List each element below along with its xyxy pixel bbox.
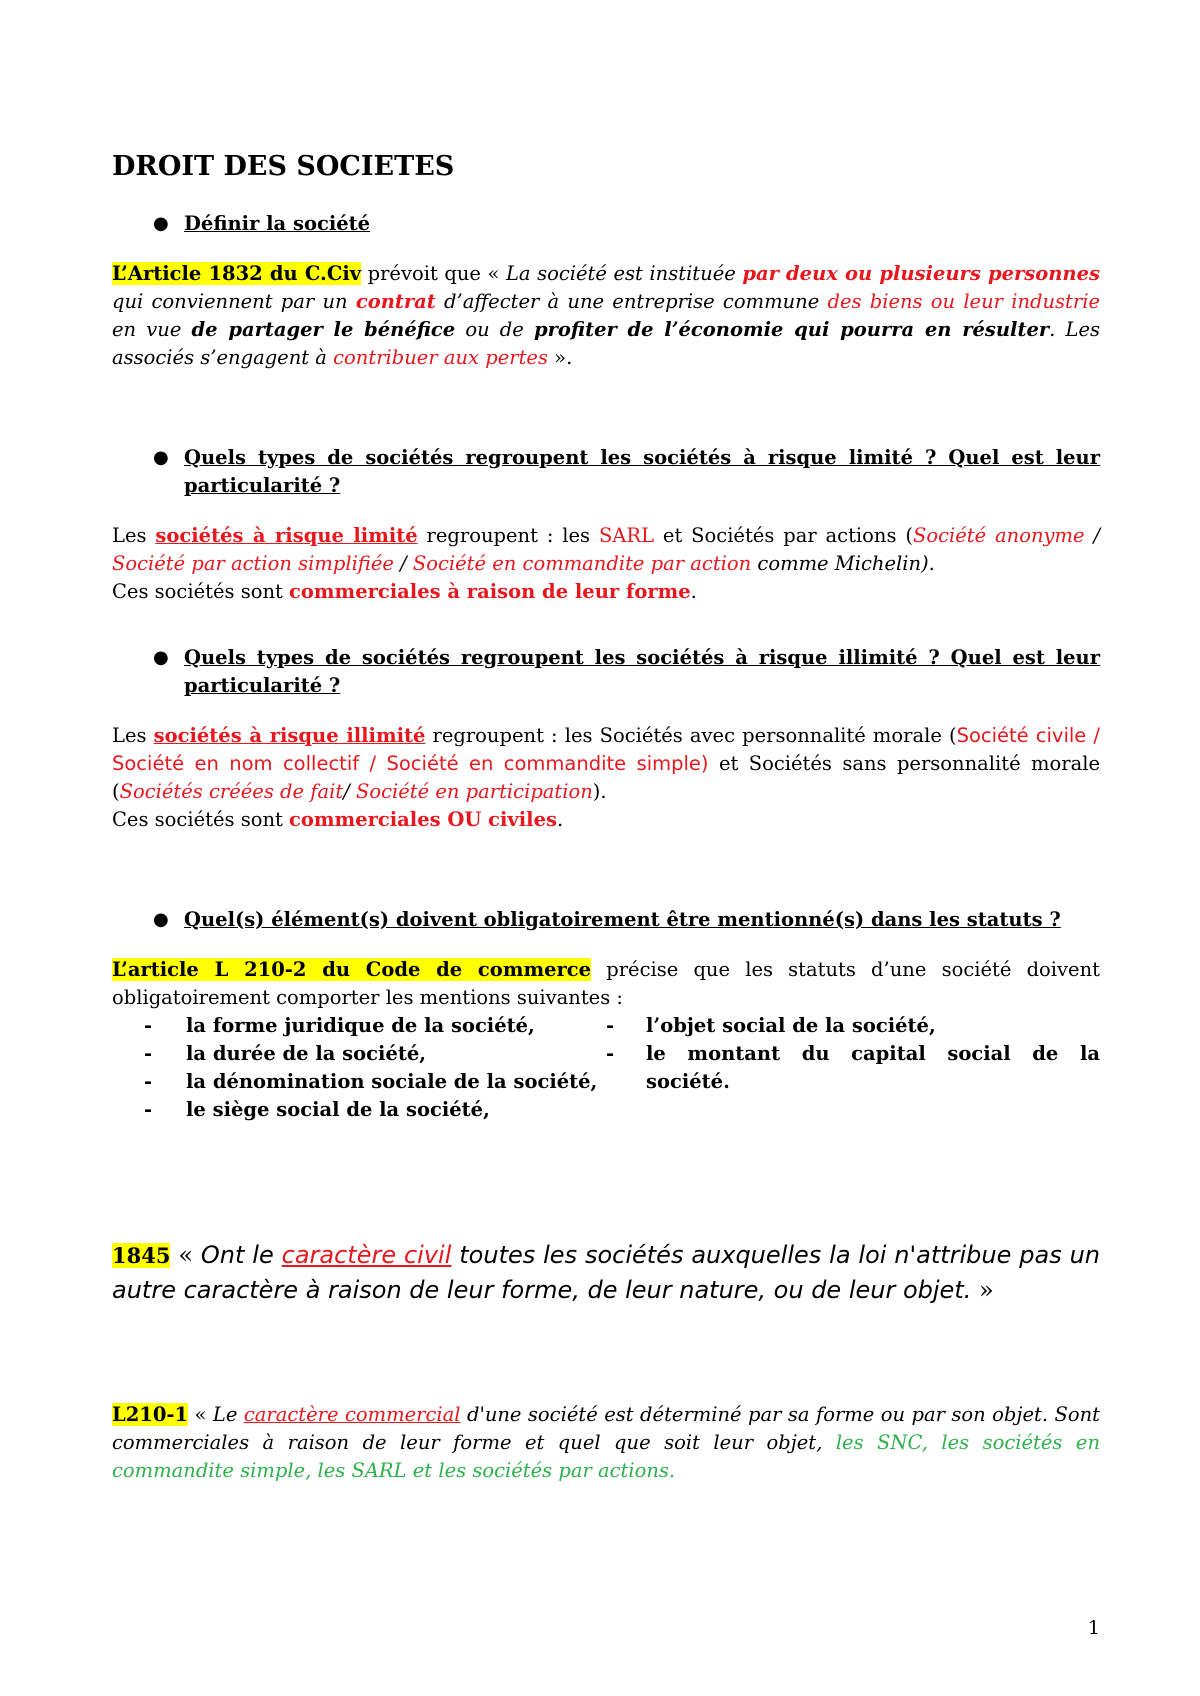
list-item — [606, 1012, 1100, 1040]
paragraph-risque-illimite — [112, 722, 1100, 834]
question-text: Quel(s) élément(s) doivent obligatoirement être mentionné(s) dans les statuts ? — [184, 908, 1061, 931]
list-item-text: la forme juridique de la société, — [186, 1014, 535, 1037]
document-title: DROIT DES SOCIETES — [112, 151, 455, 182]
paragraph-article-l210-1 — [112, 1401, 1100, 1485]
text-run: Ces sociétés sont — [112, 808, 290, 831]
dash-bullet: - — [606, 1042, 615, 1065]
emphasis-red: Société anonyme — [912, 524, 1085, 547]
emphasis-bold: profiter de l’économie qui pourra en résulter — [534, 318, 1050, 341]
text-run: / — [393, 552, 413, 575]
dash-bullet: - — [144, 1042, 153, 1065]
list-item — [606, 1040, 1100, 1096]
text-run: prévoit que « — [361, 262, 506, 285]
text-run: toutes les sociétés auxquelles la loi n'attribue pas un autre caractère à raison de leur forme, de leur nature, ou de leur objet. — [112, 1241, 1101, 1304]
question-mentions-statuts — [112, 906, 1100, 934]
text-run: d’affecter à une entreprise commune — [435, 290, 828, 313]
emphasis-bold: de partager le bénéfice — [191, 318, 456, 341]
text-run: « — [188, 1403, 213, 1426]
page-number: 1 — [1087, 1617, 1100, 1639]
list-item-text: le siège social de la société, — [186, 1098, 490, 1121]
emphasis-red: Sociétés créées de fait — [119, 780, 344, 803]
emphasis-red: sociétés à risque limité — [155, 524, 418, 547]
text-run: . Les associés s’engagent à — [112, 318, 1100, 369]
question-definir-societe — [112, 210, 1100, 238]
emphasis-red: commerciales OU civiles — [289, 808, 557, 831]
text-run: ). — [592, 780, 607, 803]
emphasis-red: sociétés à risque illimité — [153, 724, 426, 747]
dash-bullet: - — [144, 1070, 153, 1093]
text-run: « — [170, 1241, 201, 1269]
emphasis-red: Société en participation — [355, 780, 593, 803]
emphasis-red: contrat — [355, 290, 436, 313]
emphasis-red: Société en commandite par action — [412, 552, 752, 575]
question-text: Définir la société — [184, 212, 371, 235]
list-item-text: la dénomination sociale de la société, — [186, 1070, 598, 1093]
list-item — [112, 1012, 606, 1040]
text-run: en vue — [112, 318, 192, 341]
list-item — [112, 1096, 606, 1124]
emphasis-red: caractère civil — [281, 1241, 452, 1269]
text-run: Ces sociétés sont — [112, 580, 290, 603]
text-run: Les — [112, 524, 156, 547]
dash-bullet: - — [606, 1014, 615, 1037]
highlight-reference: L210-1 — [112, 1403, 189, 1426]
text-run: . — [556, 808, 564, 831]
mentions-list — [112, 1012, 1100, 1124]
text-run: comme Michelin). — [751, 552, 935, 575]
highlight-reference: 1845 — [112, 1243, 171, 1268]
highlight-reference: L’Article 1832 du C.Civ — [112, 262, 362, 285]
text-run: La société est instituée — [505, 262, 743, 285]
emphasis-red: par deux ou plusieurs personnes — [742, 262, 1100, 285]
text-run: . — [668, 1459, 676, 1482]
paragraph-article-1832 — [112, 260, 1100, 372]
dash-bullet: - — [144, 1014, 153, 1037]
text-run: Ont le — [200, 1241, 282, 1269]
paragraph-article-1845 — [112, 1238, 1100, 1307]
text-run: précise que les statuts d’une société doivent obligatoirement comporter les mentions suivantes : — [112, 958, 1100, 1009]
text-run: ou de — [455, 318, 534, 341]
list-item — [112, 1068, 606, 1096]
list-item-text: le montant du capital social de la société. — [646, 1042, 1100, 1093]
text-run: » — [971, 1276, 994, 1304]
highlight-reference: L’article L 210-2 du Code de commerce — [112, 958, 592, 981]
text-run: . — [690, 580, 697, 603]
text-run: et Sociétés par actions ( — [654, 524, 913, 547]
mentions-right-column — [606, 1012, 1100, 1124]
text-run: Le — [212, 1403, 244, 1426]
text-run: et Sociétés sans personnalité morale ( — [112, 752, 1101, 803]
text-run: ». — [547, 346, 573, 369]
emphasis-red: caractère commercial — [243, 1403, 461, 1426]
paragraph-risque-limite — [112, 522, 1100, 606]
document-content — [112, 150, 1100, 1485]
question-risque-limite — [112, 444, 1100, 500]
text-run: Les — [112, 724, 154, 747]
emphasis-red: Société civile / Société en nom collectif / Société en commandite simple) — [112, 724, 1100, 775]
text-run: qui conviennent par un — [112, 290, 356, 313]
emphasis-red: des biens ou leur industrie — [827, 290, 1100, 313]
text-run: / — [1084, 524, 1101, 547]
dash-bullet: - — [144, 1098, 153, 1121]
emphasis-green: les SNC, les sociétés en commandite simple, les SARL et les sociétés par actions — [112, 1431, 1100, 1482]
question-text: Quels types de sociétés regroupent les sociétés à risque illimité ? Quel est leur particularité ? — [184, 646, 1100, 697]
bullet-icon: ● — [153, 909, 169, 930]
emphasis-red: commerciales à raison de leur forme — [289, 580, 691, 603]
list-item-text: l’objet social de la société, — [646, 1014, 936, 1037]
emphasis-red: contribuer aux pertes — [333, 346, 548, 369]
text-run: / — [343, 780, 356, 803]
bullet-icon: ● — [153, 447, 169, 468]
mentions-left-column — [112, 1012, 606, 1124]
emphasis-red: SARL — [598, 524, 655, 547]
list-item-text: la durée de la société, — [186, 1042, 427, 1065]
question-risque-illimite — [112, 644, 1100, 700]
text-run: regroupent : les — [417, 524, 599, 547]
paragraph-article-l210-2 — [112, 956, 1100, 1012]
emphasis-red: Société par action simplifiée — [112, 552, 394, 575]
bullet-icon: ● — [153, 213, 169, 234]
text-run: d'une société est déterminé par sa forme ou par son objet. Sont commerciales à raison de leur forme et quel que soit leur objet, — [112, 1403, 1100, 1454]
list-item — [112, 1040, 606, 1068]
text-run: regroupent : les Sociétés avec personnalité morale ( — [425, 724, 957, 747]
question-text: Quels types de sociétés regroupent les sociétés à risque limité ? Quel est leur particularité ? — [184, 446, 1100, 497]
bullet-icon: ● — [153, 647, 169, 668]
